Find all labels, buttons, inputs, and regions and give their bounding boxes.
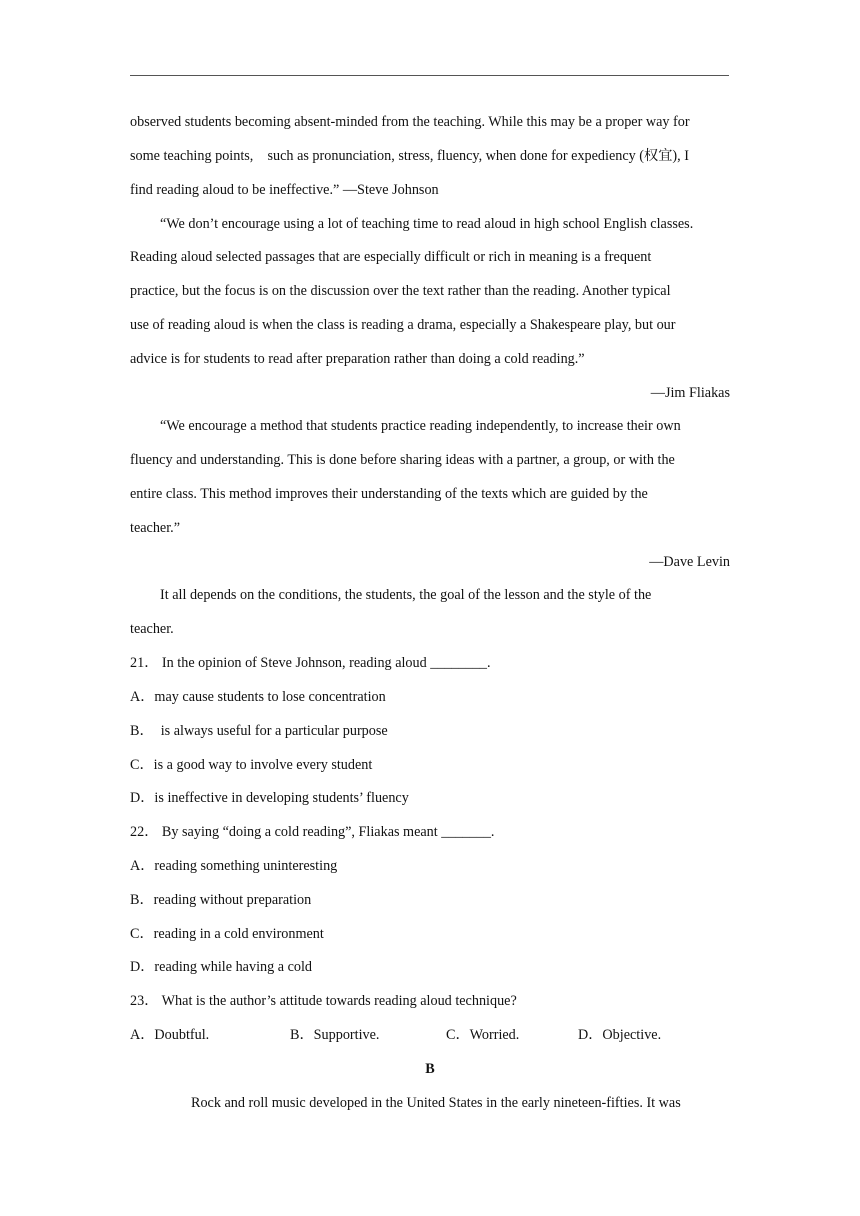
paragraph-line: practice, but the focus is on the discussion over the text rather than the reading. Another typical [130,283,671,299]
paragraph-line: teacher. [130,621,174,637]
question-21-option-d: D．is ineffective in developing students’ fluency [130,790,409,806]
question-23-option-b: B．Supportive. [290,1027,380,1043]
question-22-option-a: A．reading something uninteresting [130,858,338,874]
question-22-option-d: D．reading while having a cold [130,959,313,975]
signature-dave-levin: —Dave Levin [649,554,730,570]
paragraph-line: observed students becoming absent-minded from the teaching. While this may be a proper way for [130,114,690,130]
question-21-option-b: B． is always useful for a particular purpose [130,723,388,739]
paragraph-line: some teaching points, such as pronunciation, stress, fluency, when done for expediency (权宜), I [130,148,689,164]
question-21-stem: 21． In the opinion of Steve Johnson, reading aloud ________. [130,655,491,671]
question-21-option-a: A．may cause students to lose concentration [130,689,386,705]
question-21-option-c: C．is a good way to involve every student [130,757,373,773]
paragraph-line: Reading aloud selected passages that are especially difficult or rich in meaning is a frequent [130,249,652,265]
paragraph-line: “We don’t encourage using a lot of teaching time to read aloud in high school English classes. [160,216,694,232]
header-rule [130,75,729,76]
question-22-stem: 22． By saying “doing a cold reading”, Fliakas meant _______. [130,824,495,840]
signature-jim-fliakas: —Jim Fliakas [650,385,730,401]
paragraph-line: “We encourage a method that students practice reading independently, to increase their own [160,418,681,434]
question-23-option-c: C．Worried. [446,1027,520,1043]
question-22-option-c: C．reading in a cold environment [130,926,324,942]
question-23-option-a: A．Doubtful. [130,1027,210,1043]
paragraph-line: teacher.” [130,520,181,536]
passage-b-heading: B [425,1061,435,1077]
paragraph-line: It all depends on the conditions, the students, the goal of the lesson and the style of the [160,587,652,603]
question-23-option-d: D．Objective. [578,1027,662,1043]
paragraph-line: advice is for students to read after preparation rather than doing a cold reading.” [130,351,585,367]
paragraph-line: fluency and understanding. This is done before sharing ideas with a partner, a group, or with the [130,452,675,468]
paragraph-line: use of reading aloud is when the class is reading a drama, especially a Shakespeare play, but our [130,317,676,333]
paragraph-line: find reading aloud to be ineffective.” —Steve Johnson [130,182,439,198]
question-22-option-b: B．reading without preparation [130,892,312,908]
paragraph-line: entire class. This method improves their understanding of the texts which are guided by the [130,486,648,502]
question-23-stem: 23． What is the author’s attitude towards reading aloud technique? [130,993,517,1009]
paragraph-line: Rock and roll music developed in the United States in the early nineteen-fifties. It was [191,1095,681,1111]
